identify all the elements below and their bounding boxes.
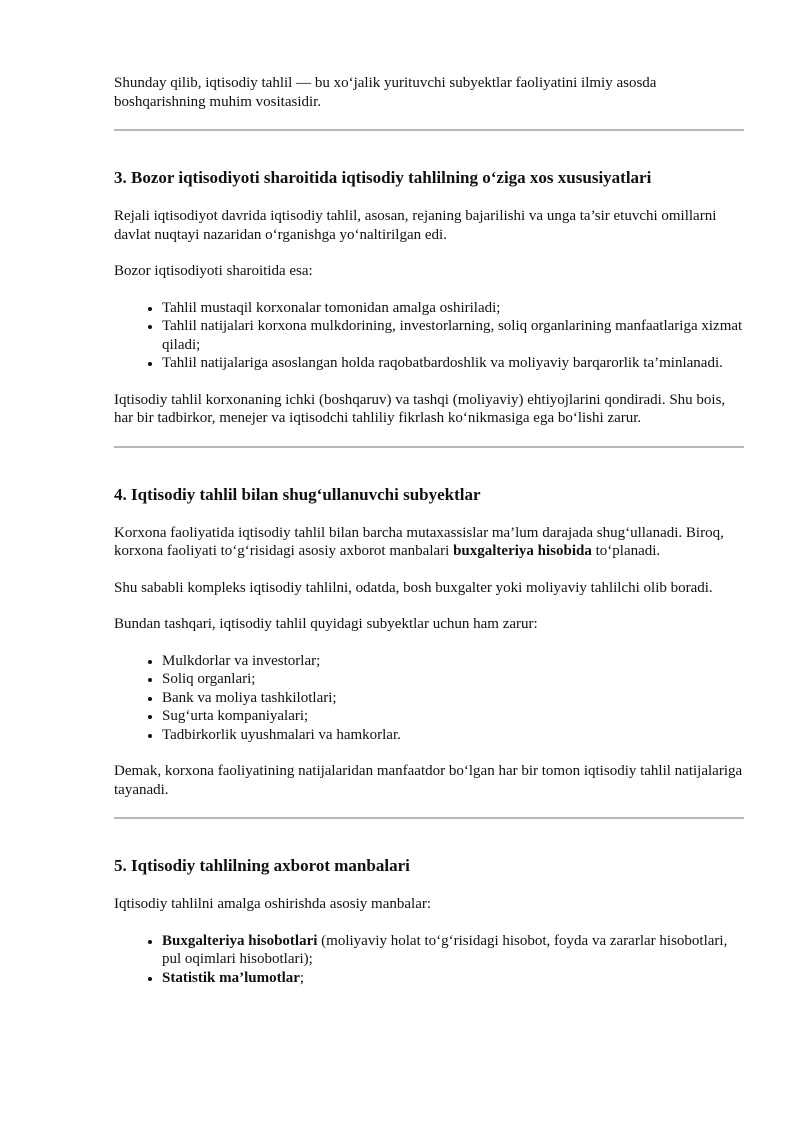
section-3-list: [114, 299, 744, 373]
list-item: • Soliq organlari;: [162, 670, 744, 689]
intro-paragraph: Shunday qilib, iqtisodiy tahlil — bu xo‘jalik yurituvchi subyektlar faoliyatini ilmiy asosda boshqarishning muhim vositasidir.: [114, 75, 657, 110]
list-item: [162, 932, 744, 969]
section-4-heading: 4. Iqtisodiy tahlil bilan shug‘ullanuvchi subyektlar: [114, 484, 481, 504]
section-5-paragraph-1: Iqtisodiy tahlilni amalga oshirishda asosiy manbalar:: [114, 896, 432, 912]
paragraph-text: Korxona faoliyatida iqtisodiy tahlil bilan barcha mutaxassislar ma’lum darajada shug‘ullanadi. Biroq, korxona faoliyati to‘g‘risidagi asosiy axborot manbalari: [114, 524, 724, 559]
section-3-heading: 3. Bozor iqtisodiyoti sharoitida iqtisodiy tahlilning o‘ziga xos xususiyatlari: [114, 168, 652, 187]
section-divider: [114, 446, 744, 448]
section-4-paragraph-3: Bundan tashqari, iqtisodiy tahlil quyidagi subyektlar uchun ham zarur:: [114, 616, 538, 632]
list-item: [162, 969, 744, 988]
section-3-paragraph-3: Iqtisodiy tahlil korxonaning ichki (boshqaruv) va tashqi (moliyaviy) ehtiyojlarini qondiradi. Shu bois, har bir tadbirkor, menejer va iqtisodchi tahliliy fikrlash ko‘nikmasiga ega bo‘lishi zarur.: [114, 391, 726, 426]
list-item: • Tahlil natijalari korxona mulkdorining, investorlarning, soliq organlarining manfaatlariga xizmat qiladi;: [162, 317, 744, 354]
list-item-text: ;: [299, 969, 305, 986]
section-4-list: [114, 652, 744, 745]
list-item: • Bank va moliya tashkilotlari;: [162, 689, 744, 708]
section-3-paragraph-1: Rejali iqtisodiyot davrida iqtisodiy tahlil, asosan, rejaning bajarilishi va unga ta’sir etuvchi omillarni davlat nuqtayi nazaridan o‘rganishga yo‘naltirilgan edi.: [114, 208, 717, 243]
bold-term: Statistik ma’lumotlar: [162, 969, 300, 986]
list-item: • Sug‘urta kompaniyalari;: [162, 707, 744, 726]
list-item: • Tadbirkorlik uyushmalari va hamkorlar.: [162, 726, 744, 745]
section-5-list: [114, 932, 744, 988]
list-item-text: (moliyaviy holat to‘g‘risidagi hisobot, foyda va zararlar hisobotlari, pul oqimlari hisobotlari);: [162, 932, 728, 967]
list-item: • Tahlil mustaqil korxonalar tomonidan amalga oshiriladi;: [162, 299, 744, 318]
section-3-paragraph-2: Bozor iqtisodiyoti sharoitida esa:: [114, 263, 313, 279]
bold-term: buxgalteriya hisobida: [453, 543, 592, 559]
bold-term: Buxgalteriya hisobotlari: [162, 932, 318, 949]
section-divider: [114, 817, 744, 819]
section-divider: [114, 129, 744, 131]
section-4-paragraph-1: [114, 524, 744, 561]
section-4-paragraph-2: Shu sababli kompleks iqtisodiy tahlilni, odatda, bosh buxgalter yoki moliyaviy tahlilchi olib boradi.: [114, 579, 713, 596]
section-4-paragraph-4: Demak, korxona faoliyatining natijalaridan manfaatdor bo‘lgan har bir tomon iqtisodiy tahlil natijalariga tayanadi.: [114, 763, 743, 798]
section-5-heading: 5. Iqtisodiy tahlilning axborot manbalari: [114, 856, 410, 875]
list-item: • Mulkdorlar va investorlar;: [162, 652, 744, 671]
list-item: • Tahlil natijalariga asoslangan holda raqobatbardoshlik va moliyaviy barqarorlik ta’minlanadi.: [162, 354, 744, 373]
document-page: [114, 74, 744, 1005]
paragraph-text: to‘planadi.: [591, 543, 661, 559]
